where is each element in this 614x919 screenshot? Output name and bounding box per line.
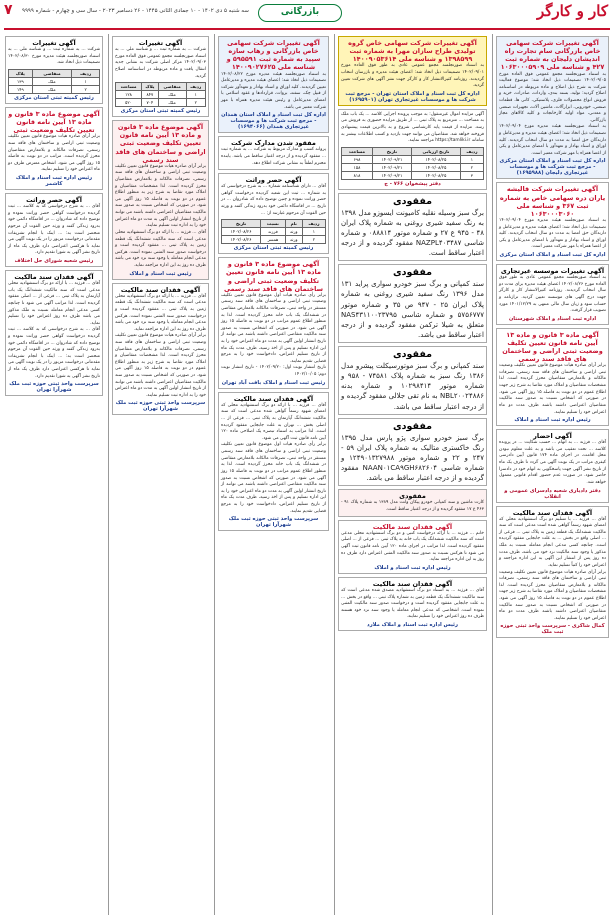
table-cell: ورثه — [285, 228, 302, 236]
column-5 — [2, 34, 106, 915]
ad-body: آقای ... فرزند ... با ارائه دو برگ استشهادیه محلی که امضای شهود رسماً گواهی شده مدعی است که سند مالکیت ششدانگ آپارتمان به پلاک ثبتی ... فرعی از ... اصلی بخش ... تهران به علت جابجایی مفقود گردیده است. لذا مراتب به استناد تبصره یک اصلاحی ماده ۱۲۰ آیین نامه قانون ثبت آگهی می شود. — [221, 402, 326, 441]
ad-title: آگهی تغییرات شرکت سهامی خاص گروه تولیدی طراح سازان مهرا به شماره ثبت ۱۳۹۸۵۹۹ و شناسه ملی ۱۴۰۰۹۰۵۳۶۱۴ — [348, 39, 477, 64]
column-1 — [492, 34, 612, 915]
ad-body: شرکت ... به شماره ثبت ... و شناسه ملی ... به استناد صورتجلسه مجمع عمومی فوق العاده مورخ ۱۴۰۲/۰۹/۰۳ مرکز اصلی شرکت به نشانی جدید انتقال یافت و ماده مربوطه در اساسنامه اصلاح گردید. — [115, 47, 206, 79]
table-cell: ملک — [32, 77, 72, 85]
ad-signature: رئیس کمیته ثبتی استان مرکزی — [233, 245, 314, 252]
table-header-row — [222, 220, 326, 228]
ad-body: خانم ... فرزند ... با ارائه درخواست کتبی و دو برگ استشهادیه محلی مدعی است که سند مالکیت ششدانگ یک باب خانه به پلاک ثبتی ... فرعی از ... اصلی مفقود گردیده است. لذا مراتب در اجرای ماده ۱۲۰ آیین نامه قانون ثبت آگهی می شود تا هرکس نسبت به صدور سند مالکیت المثنی اعتراض دارد ظرف ده روز به این اداره مراجعه نماید. — [341, 530, 484, 563]
ad-body: آقای ... فرزند ... به اتهام ... حسب شکایت ... در پرونده کلاسه ... تحت تعقیب می باشد و به علت معلوم نبودن محل اقامت، در اجرای ماده ۱۷۴ قانون آیین دادرسی کیفری مراتب در یک نوبت آگهی می گردد تا ظرف یک ماه از تاریخ نشر آگهی جهت پاسخگویی به اتهام خود در دادسرا حاضر شود. در صورت عدم حضور اقدام قانونی معمول خواهد شد. — [499, 440, 606, 485]
applicants-table — [8, 69, 100, 94]
ad-title: آگهی حصر وراثت — [245, 176, 302, 185]
ad-title: مفقودی — [392, 420, 433, 432]
ad-title: آگهی تغییرات — [32, 39, 76, 47]
ad-title: آگهی موضوع ماده ۳ قانون و ماده ۱۳ آیین نامه قانون تعیین تکلیف وضعیت ثبتی اراضی و ساختمان های فاقد سند رسمی — [223, 260, 324, 293]
ad-company-changes — [496, 36, 609, 179]
ad-signature: اداره ثبت اسناد و املاک شهرستان — [508, 315, 597, 322]
table-cell: فرزند — [261, 228, 286, 236]
heirs-table — [221, 219, 326, 244]
table-header-cell: پلاک — [142, 83, 159, 91]
ad-signature: رئیس اداره ثبت اسناد و املاک — [374, 564, 451, 571]
table-cell: ۱۴۰۲/۰۹/۲۱ — [372, 163, 411, 171]
ad-signature: رئیس اداره ثبت اسناد و املاک — [514, 417, 591, 424]
issue-info: سه شنبه ۵ دی ۱۴۰۲ - ۱۰ جمادی الثانی ۱۴۴۵ - ۲۶ دسامبر ۲۰۲۳ - سال سی و چهارم - شماره ۹۹۹۹ — [22, 8, 249, 14]
ad-body: آقای ... به شرح درخواستی که به کلاسه ... ثبت گردیده درخواست گواهی حصر وراثت نموده و توضیح داده که شادروان ... در اقامتگاه دائمی خود بدرود زندگی گفته و ورثه حین الفوت آن مرحوم منحصر است به: ... اینک با انجام تشریفات مقدماتی درخواست مزبور را در یک نوبت آگهی می نماید تا هرکسی اعتراضی دارد ظرف یک ماه از تاریخ نشر آگهی به شورا تقدیم دارد. — [8, 204, 100, 256]
ad-signature: رئیس شعبه شورای حل اختلاف — [14, 257, 94, 264]
table-cell: ۱ — [302, 228, 325, 236]
ad-signature: اداره کل ثبت اسناد و املاک استان مرکزی — [499, 251, 606, 258]
ad-title: آگهی فقدان سند مالکیت — [14, 272, 94, 281]
property-table — [115, 82, 206, 107]
table-cell: ۱۲۸ — [116, 91, 142, 99]
ad-body-continued: آقای ... به شرح درخواستی که به کلاسه ... ثبت گردیده درخواست گواهی حصر وراثت نموده و توضیح داده که شادروان ... در اقامتگاه دائمی خود بدرود زندگی گفته و ورثه حین الفوت آن مرحوم منحصر است به: ... اینک با انجام تشریفات مقدماتی درخواست مزبور را در یک نوبت آگهی می نماید تا هرکسی اعتراضی دارد ظرف یک ماه از تاریخ نشر آگهی به شورا تقدیم دارد. — [8, 327, 100, 379]
table-cell: ملک — [32, 85, 72, 93]
table-cell: ۱۴۰۲/۰۸/۲۵ — [412, 163, 461, 171]
table-cell: ۲ — [302, 236, 325, 244]
table-cell: ۱۴۰۲/۰۹/۲۱ — [372, 171, 411, 179]
table-cell: ۱۵۸ — [342, 163, 373, 171]
ad-title: آگهی موضوع ماده ۳ قانون و ماده ۱۳ آیین نامه قانون تعیین تکلیف وضعیت ثبتی اراضی و ساختمان های فاقد سند رسمی — [115, 123, 206, 164]
ad-body: به استناد صورتجلسه هیئت مدیره مورخ ۱۴۰۲/۰۹/۰۴ تصمیمات ذیل اتخاذ شد: اعضای هیئت مدیره و مدیرعامل و دارندگان حق امضا به مدت دو سال انتخاب گردیدند. کلیه اوراق و اسناد بهادار و تعهدآور با امضای مدیرعامل و یکی از اعضا همراه با مهر شرکت معتبر است. — [499, 217, 606, 250]
table-header-cell: ردیف — [460, 147, 483, 155]
ad-signature: اداره کل ثبت اسناد و املاک استان مرکزی - مرجع ثبت شرکت ها و موسسات غیرتجاری دلیجان (۱۶۹۵۹۸۸) — [499, 158, 606, 177]
page-number: ۷ — [4, 2, 13, 18]
ad-title: آگهی فقدان سند مالکیت — [120, 285, 201, 294]
ad-body: سند کمپانی و برگ سبز موتورسیکلت پیشرو مدل ۱۳۸۶ رنگ سبز به شماره پلاک ۷۴۵۸۱ - ۹۵۸ و شماره موتور ۱۰۲۹۸۴۱۴ و شماره بدنه NBL۲۰۰۲۴۸۸۶ به نام تقی جلالی مفقود گردیده و از درجه اعتبار ساقط می باشد. — [341, 362, 485, 411]
table-header-cell: ردیف — [72, 69, 100, 77]
table-cell: ۱۴۹ — [9, 85, 33, 93]
ad-company-changes-2 — [496, 182, 609, 261]
ad-company-changes-3 — [218, 36, 329, 133]
ad-body: برگ سبز خودرو سواری پژو پارس مدل ۱۳۹۵ رنگ خاکستری متالیک به شماره پلاک ایران ۵۹ - ۲۴۷ و ۲۲ و شماره موتور ۱۲۴۹۰۱۳۲۷۹۸۸ و شماره شاسی NAAN۰۱CA۹GH۶۸۲۶۰۴ مفقود گردیده و از درجه اعتبار ساقط می باشد. — [341, 433, 484, 483]
column-4 — [108, 34, 212, 915]
masthead — [0, 0, 614, 34]
column-2 — [334, 34, 490, 915]
table-cell: ۳ — [460, 171, 483, 179]
ad-body: آگهی مزایده اموال غیرمنقول: به موجب پرونده اجرایی کلاسه ... یک باب ملک به مساحت ... مترمربع به پلاک ثبتی ... از طریق مزایده حضوری به فروش می رسد. مزایده از قیمت پایه کارشناسی شروع و به بالاترین قیمت پیشنهادی فروخته خواهد شد. متقاضیان می توانند جهت بازدید و کسب اطلاعات بیشتر به سامانه https://tamliki.ir مراجعه نمایند. — [341, 111, 484, 144]
table-header-row — [116, 83, 206, 91]
table-header-cell: متقاضی — [158, 83, 186, 91]
ad-title: مفقودی — [392, 267, 433, 279]
ad-body: برابر رأی صادره هیات اول موضوع قانون تعیین تکلیف وضعیت ثبتی اراضی و ساختمان های فاقد سند رسمی مستقر در واحد ثبتی، تصرفات مالکانه بلامعارض متقاضی در ششدانگ یک باب خانه محرز گردیده است. لذا به منظور اطلاع عموم مراتب در دو نوبت به فاصله ۱۵ روز آگهی می شود. در صورتی که اشخاص نسبت به صدور سند مالکیت متقاضی اعتراضی داشته باشند می توانند از تاریخ انتشار اولین آگهی به مدت دو ماه اعتراض خود را به این اداره تسلیم و پس از اخذ رسید، ظرف مدت یک ماه از تاریخ تسلیم اعتراض، دادخواست خود را به مرجع قضایی تقدیم نمایند. — [221, 292, 327, 364]
table-cell: ۱ — [460, 155, 483, 163]
table-row — [9, 85, 100, 93]
table-cell: ۱۴۰۲/۰۹/۲۱ — [372, 155, 411, 163]
ad-signature: سرپرست واحد ثبتی حوزه ثبت ملک شهرآرا تهران — [115, 400, 206, 413]
table-row — [342, 163, 484, 171]
ad-body: به استناد صورتجلسه مجمع عمومی عادی به طور فوق العاده مورخ ۱۴۰۲/۰۹/۰۱ تصمیمات ذیل اتخاذ شد: اعضای هیئت مدیره و بازرسان انتخاب گردیدند. روزنامه کثیرالانتشار کار و کارگر جهت نشر آگهی های شرکت تعیین گردید. — [341, 63, 484, 89]
table-header-cell: نسبت — [261, 220, 286, 228]
ad-lost-deed-2 — [338, 577, 487, 631]
table-cell: ۱۴۰۲/۰۸/۲۶ — [222, 236, 261, 244]
table-cell: ورثه — [285, 236, 302, 244]
ad-body-continued: برابر آرای صادره هیات موضوع قانون تعیین تکلیف وضعیت ثبتی اراضی و ساختمان های فاقد سند رسمی، تصرفات مالکانه و بلامعارض متقاضیان محرز گردیده است. لذا مشخصات متقاضیان و املاک مورد تقاضا به شرح زیر به منظور اطلاع عموم در دو نوبت به فاصله ۱۵ روز آگهی می شود. در صورتی که اشخاص نسبت به صدور سند مالکیت متقاضیان اعتراضی داشته باشند می توانند از تاریخ انتشار اولین آگهی به مدت دو ماه اعتراض خود را به اداره ثبت تسلیم نمایند. — [115, 333, 206, 398]
ad-signature: رئیس ثبت اسناد و املاک — [129, 270, 192, 277]
table-header-cell: تاریخ — [222, 220, 261, 228]
ad-body: برابر آرای صادره هیات موضوع قانون تعیین تکلیف وضعیت ثبتی اراضی و ساختمان های فاقد سند رسمی، تصرفات مالکانه و بلامعارض متقاضیان محرز گردیده است. لذا مشخصات متقاضیان و املاک مورد تقاضا به شرح زیر به منظور اطلاع عموم در دو نوبت به فاصله ۱۵ روز آگهی می شود. در صورتی که اشخاص نسبت به صدور سند مالکیت متقاضیان اعتراضی داشته باشند می توانند از تاریخ انتشار اولین آگهی به مدت دو ماه اعتراض خود را به اداره ثبت تسلیم نمایند. — [115, 163, 206, 229]
ad-title: آگهی فقدان سند مالکیت — [372, 579, 453, 588]
ad-body: آقای ... فرزند ... با ارائه دو برگ استشهادیه محلی مدعی است که سند مالکیت ششدانگ یک قطعه زمین به پلاک ثبتی ... مفقود گردیده است و درخواست صدور سند المثنی نموده است. هرکس مدعی انجام معامله یا وجود سند نزد خود می باشد ظرف ده روز به این اداره مراجعه نماید. — [115, 293, 206, 332]
ad-inheritance — [218, 173, 329, 254]
ad-institute-changes — [496, 264, 609, 325]
ad-title: مفقود شدن مدارک شرکت — [231, 139, 316, 148]
ad-signature: سرپرست واحد ثبتی حوزه ثبت ملک شهرآرا تهران — [9, 381, 99, 394]
ad-lost-vehicle-3 — [338, 346, 487, 415]
table-cell: ملک — [158, 99, 186, 107]
ad-article-3 — [496, 328, 609, 426]
table-row — [116, 99, 206, 107]
table-row — [342, 171, 484, 179]
ad-lost-deed-3 — [218, 392, 329, 531]
ad-signature: رئیس ثبت اسناد و املاک بافت آباد تهران — [221, 379, 326, 386]
table-header-cell: ردیف — [186, 83, 205, 91]
ad-signature: رئیس کمیته ثبتی استان مرکزی — [14, 94, 94, 101]
table-cell: ۲ — [186, 99, 205, 107]
ad-title: آگهی فقدان سند مالکیت — [372, 522, 453, 531]
ad-lost-vehicle-4 — [338, 418, 487, 487]
table-cell: ۶۹۸ — [342, 155, 373, 163]
ad-summons — [496, 429, 609, 502]
ad-title: آگهی فقدان سند مالکیت — [512, 508, 593, 517]
ad-body: کارت ماشین و سند کمپانی خودرو پیکان وانت مدل ۱۳۸۹ به شماره پلاک ۹۱ - ۴۶۳ ع ۱۷ مفقود گردیده و از درجه اعتبار ساقط است. — [341, 500, 485, 513]
ad-title: آگهی حصر وراثت — [26, 195, 82, 204]
ad-signature: رئیس اداره ثبت اسناد و املاک ملارد — [367, 622, 458, 628]
ad-title: آگهی فقدان سند مالکیت — [233, 394, 314, 403]
ad-title: مفقودی — [399, 492, 426, 501]
ad-article-3-c — [112, 120, 209, 279]
ad-title: آگهی تغییرات شرکت قالیشه یاران دره سهامی خاص به شماره ثبت ۳۶۷ و شناسه ملی ۱۰۶۳۰۰۰۳۰۶۰ — [499, 185, 606, 218]
ad-body: به استناد صورتجلسه مجمع عمومی عادی به طور فوق العاده مورخ ۱۴۰۲/۰۸/۲۶ اعضای هیئت مدیره برای مدت دو سال انتخاب گردیدند. روزنامه کثیرالانتشار کار و کارگر جهت درج آگهی های موسسه تعیین گردید. ترازنامه و حساب سود و زیان سال مالی منتهی به ۱۴۰۱/۱۲/۲۹ مورد تصویب قرار گرفت. — [499, 275, 606, 314]
ad-article-3-d — [5, 107, 103, 190]
header-rule — [4, 28, 610, 30]
ad-auction-notice — [338, 109, 487, 190]
table-cell: ۲ — [460, 163, 483, 171]
ad-body-continued: آقای ... فرزند ... با ارائه دو برگ استشهادیه محلی مدعی است که سند مالکیت ششدانگ یک قطعه زمین به پلاک ثبتی ... مفقود گردیده است و درخواست صدور سند المثنی نموده است. هرکس مدعی انجام معامله یا وجود سند نزد خود می باشد ظرف ده روز به این اداره مراجعه نماید. — [115, 229, 206, 268]
table-cell: همسر — [261, 236, 286, 244]
ad-title: آگهی تغییرات شرکت سهامی خاص بازرگانی و رهاب سازه سپید به شماره ثبت ۵۹۵۵۹۱ و شناسه ملی ۱۴۰۰۹۰۲۷۶۲۵ — [226, 39, 321, 72]
ad-lost-deed-4 — [112, 283, 209, 416]
table-cell: ۵۲۰ — [116, 99, 142, 107]
table-header-row — [9, 69, 100, 77]
table-header-row — [342, 147, 484, 155]
ad-title: آگهی تغییرات — [138, 39, 183, 47]
table-row — [222, 228, 326, 236]
ad-dates: تاریخ انتشار نوبت اول: ۱۴۰۲/۰۹/۲۰ - تاریخ انتشار نوبت دوم: ۱۴۰۲/۱۰/۰۵ — [221, 365, 326, 378]
table-header-cell: نام — [285, 220, 302, 228]
ad-body: شرکت ... به شماره ثبت ... و شناسه ملی ... به استناد صورتجلسه هیئت مدیره مورخ ۱۴۰۲/۰۸/۳۰ تصمیمات ذیل اتخاذ شد. — [8, 47, 100, 66]
ad-inheritance-2 — [5, 193, 103, 267]
ad-changes-4 — [112, 36, 209, 117]
ad-title: آگهی تغییرات شرکت سهامی خاص بازرگانی سام تجارت راه اندیشان دلیجان به شماره ثبت ۴۲۷ و شناسه ملی ۱۰۶۳۰۰۰۵۹۰۹ — [500, 39, 605, 72]
ad-body: برابر آرای صادره هیات موضوع قانون تعیین تکلیف وضعیت ثبتی اراضی و ساختمان های فاقد سند رسمی، تصرفات مالکانه و بلامعارض متقاضیان محرز گردیده است. لذا مشخصات متقاضیان و املاک مورد تقاضا به شرح زیر جهت اطلاع عموم در دو نوبت به فاصله ۱۵ روز آگهی می شود. در صورتی که اشخاص نسبت به صدور سند مالکیت متقاضیان اعتراضی داشته باشند ظرف مدت دو ماه اعتراض خود را تسلیم نمایند. — [499, 363, 607, 415]
table-header-cell: تاریخ ارزیابی — [412, 147, 461, 155]
table-row — [342, 155, 484, 163]
table-cell: ۲ — [72, 85, 100, 93]
table-header-cell: تاریخ — [372, 147, 411, 155]
ad-title: مفقودی — [392, 195, 433, 207]
ad-signature: اداره کل ثبت اسناد و املاک استان تهران - مرجع ثبت شرکت ها و موسسات غیرتجاری تهران (۱۶۹۵۹۰۱) — [345, 90, 480, 103]
ad-article-3-b — [218, 257, 329, 388]
ad-signature: رئیس کمیته ثبتی استان مرکزی — [120, 108, 201, 115]
ad-lost-vehicle-2 — [338, 264, 487, 343]
ad-body: آقای ... فرزند ... به استناد دو برگ استشهادیه مصدق شده مدعی است که سند مالکیت ششدانگ یک قطعه زمین به شماره پلاک ثبتی ... واقع در بخش ... به علت جابجایی مفقود گردیده است و درخواست صدور سند مالکیت المثنی نموده است. اشخاصی که مدعی انجام معامله یا وجود سند نزد خود هستند ظرف ده روز اعتراض خود را تسلیم نمایند. — [341, 587, 484, 620]
ad-body: به استناد صورتجلسه مجمع عمومی فوق العاده مورخ ۱۴۰۲/۰۹/۰۵ تصمیمات ذیل اتخاذ شد: موضوع فعالیت شرکت به شرح ذیل اصلاح و ماده مربوطه در اساسنامه اصلاح گردید: تولید، بسته بندی، واردات، صادرات، خرید و فروش انواع محصولات فلزی، پلاستیکی، کانی ها، قطعات صنعتی، خودرویی، ابزارآلات، ماشین آلات، تجهیزات صنعتی و معدنی، مواد اولیه کارخانجات و کلیه کالاهای مجاز بازرگانی. — [499, 71, 606, 123]
table-cell: ۸۴۷ — [142, 91, 159, 99]
table-cell: ۱۴۰۲/۰۸/۲۵ — [412, 155, 461, 163]
ad-body-continued: برابر آرای صادره هیات موضوع قانون تعیین تکلیف وضعیت ثبتی اراضی و ساختمان های فاقد سند رسمی، تصرفات مالکانه و بلامعارض متقاضیان محرز گردیده است. لذا مشخصات متقاضیان و املاک مورد تقاضا به شرح زیر جهت اطلاع عموم در دو نوبت به فاصله ۱۵ روز آگهی می شود. در صورتی که اشخاص نسبت به صدور سند مالکیت متقاضیان اعتراضی داشته باشند ظرف مدت دو ماه اعتراض خود را تسلیم نمایند. — [499, 569, 607, 621]
ad-changes-5 — [5, 36, 103, 104]
table-cell: ۸۱۸ — [342, 171, 373, 179]
ad-body: برگ سبز وسیله نقلیه کامیونت ایسوزو مدل ۱۳۹۸ به رنگ سفید شیری روغنی به شماره پلاک ایران ۴۸ - ۹۴۵ ع ۲۷ و شماره موتور ۰۸۸۸۱۴ و شماره شاسی NAZPL۴۰۳۴۸۷ مفقود گردیده و از درجه اعتبار ساقط است. — [341, 208, 484, 258]
table-header-cell: پلاک — [9, 69, 33, 77]
ad-body: برابر آرای صادره هیات موضوع قانون تعیین تکلیف وضعیت ثبتی اراضی و ساختمان های فاقد سند رسمی، تصرفات مالکانه و بلامعارض متقاضیان محرز گردیده است. مراتب در دو نوبت به فاصله ۱۵ روز آگهی می شود. اشخاص معترض ظرف دو ماه اعتراض خود را تسلیم نمایند. — [8, 134, 100, 173]
table-cell: ۱ — [72, 77, 100, 85]
ad-title: آگهی تغییرات موسسه غیرتجاری — [500, 266, 605, 275]
ad-title: آگهی احضار — [533, 432, 572, 441]
ad-signature: دفتر دادیاری شعبه دادسرای عمومی و انقلاب — [504, 487, 601, 500]
table-row — [116, 91, 206, 99]
auction-table — [341, 147, 484, 180]
table-cell: ۱۴۰۲/۰۸/۲۵ — [412, 171, 461, 179]
ad-lost-deed — [496, 506, 609, 639]
ad-signature: اداره کل ثبت اسناد و املاک استان همدان - مرجع ثبت شرکت ها و موسسات غیرتجاری همدان (۱۶۹۴۰۶۶) — [221, 112, 326, 131]
table-row — [9, 77, 100, 85]
table-cell: ۷۰۴ — [142, 99, 159, 107]
ad-body-continued: به استناد صورتجلسه هیئت مدیره مورخ ۱۴۰۲/۰۹/۰۴ تصمیمات ذیل اتخاذ شد: اعضای هیئت مدیره و مدیرعامل و دارندگان حق امضا به مدت دو سال انتخاب گردیدند. کلیه اوراق و اسناد بهادار و تعهدآور با امضای مدیرعامل و یکی از اعضا همراه با مهر شرکت معتبر است. — [499, 124, 606, 156]
newspaper-brand: کار و کارگر — [536, 2, 608, 20]
table-header-cell: مساحت — [342, 147, 373, 155]
ad-body: آقای ... فرزند ... با تسلیم دو برگ استشهادیه محلی که امضای شهود رسماً گواهی شده است مدعی است که سند مالکیت ششدانگ یک قطعه زمین به پلاک ثبتی ... فرعی از ... اصلی واقع در بخش ... به علت جابجایی مفقود گردیده است. چنانچه کسی مدعی انجام معامله نسبت به ملک مذکور یا وجود سند مالکیت نزد خود می باشد، ظرف مدت ده روز پس از انتشار این آگهی به این اداره مراجعه و اعتراض خود را کتباً تسلیم نماید. — [499, 516, 606, 568]
ad-lost-deed-heirs — [338, 520, 487, 574]
ad-body: پروانه کسب و مدارک مربوط به شرکت ... به شماره ثبت ... مفقود گردیده و از درجه اعتبار ساقط می باشد. یابنده محترم لطفاً به نشانی شرکت اطلاع دهد. — [221, 147, 326, 166]
ad-lost-vehicle-small — [338, 489, 487, 516]
ad-title: آگهی موضوع ماده ۳ قانون و ماده ۱۳ آیین نامه قانون تعیین تکلیف وضعیت ثبتی — [8, 109, 100, 135]
ad-signature: سرپرست واحد ثبتی حوزه ثبت ملک شهرآرا تهران — [228, 516, 319, 529]
ad-body-continued: برابر رأی صادره هیات اول موضوع قانون تعیین تکلیف وضعیت ثبتی اراضی و ساختمان های فاقد سند رسمی مستقر در واحد ثبتی، تصرفات مالکانه بلامعارض متقاضی در ششدانگ یک باب خانه محرز گردیده است. لذا به منظور اطلاع عموم مراتب در دو نوبت به فاصله ۱۵ روز آگهی می شود. در صورتی که اشخاص نسبت به صدور سند مالکیت متقاضی اعتراضی داشته باشند می توانند از تاریخ انتشار اولین آگهی به مدت دو ماه اعتراض خود را به این اداره تسلیم و پس از اخذ رسید، ظرف مدت یک ماه از تاریخ تسلیم اعتراض، دادخواست خود را به مرجع قضایی تقدیم نمایند. — [221, 442, 327, 514]
ad-lost-deed-5 — [5, 270, 103, 396]
table-cell: ملک — [158, 91, 186, 99]
column-3 — [214, 34, 332, 915]
ad-title: مفقودی — [392, 349, 433, 361]
section-title: بازرگانی — [258, 4, 342, 22]
ad-signature: رئیس اداره ثبت اسناد و املاک کاشمر — [15, 174, 93, 187]
ad-title: آگهی ماده ۳ قانون و ماده ۱۳ آیین نامه قانون تعیین تکلیف وضعیت ثبتی اراضی و ساختمان های فاقد سند رسمی — [502, 330, 603, 364]
ad-signature: کمال شاکری - سرپرست واحد ثبتی حوزه ثبت ملک — [500, 623, 605, 636]
ad-body: آقای ... دارای شناسنامه شماره ... به شرح درخواستی که به شماره ... ثبت این شعبه گردیده درخواست گواهی حصر وراثت نموده و چنین توضیح داده که شادروان ... در تاریخ ... در اقامتگاه دائمی خود بدرود زندگی گفته و ورثه حین الفوت آن مرحوم عبارتند از: ... — [221, 184, 326, 216]
ad-body: آقای ... فرزند ... با ارائه دو برگ استشهادیه محلی مدعی است که سند مالکیت ششدانگ یک باب آپارتمان به پلاک ثبتی ... فرعی از ... اصلی مفقود گردیده است. لذا مراتب آگهی می شود تا چنانچه کسی مدعی انجام معامله نسبت به ملک مذکور می باشد ظرف ده روز اعتراض خود را تسلیم نماید. — [8, 281, 100, 326]
table-cell: ۱ — [186, 91, 205, 99]
ad-highlighted-company — [338, 36, 487, 106]
table-cell: ۱۴۰۲/۰۸/۲۶ — [222, 228, 261, 236]
table-header-cell: متقاضی — [32, 69, 72, 77]
table-header-cell: ردیف — [302, 220, 325, 228]
ad-lost-documents — [218, 136, 329, 170]
ad-body: به استناد صورتجلسه هیئت مدیره مورخ ۱۴۰۲/۰۸/۲۲ تصمیمات ذیل اتخاذ شد: اعضای هیئت مدیره و مدیرعامل تعیین گردیدند. کلیه اوراق و اسناد بهادار و تعهدآور شرکت از قبیل چک، سفته، بروات، قراردادها و عقود اسلامی با امضای مدیرعامل و رئیس هیئت مدیره همراه با مهر شرکت معتبر می باشد. — [221, 71, 326, 110]
table-header-cell: مساحت — [116, 83, 142, 91]
ad-lost-vehicle-1 — [338, 193, 487, 262]
table-cell: ۱۳۹ — [9, 77, 33, 85]
table-row — [222, 236, 326, 244]
ad-signature: دفتر پیشخوان ۷۶۶ - ج — [384, 180, 441, 187]
ad-body: سند کمپانی و برگ سبز خودرو سواری پراید ۱۳۱ مدل ۱۳۹۶ رنگ سفید شیری روغنی به شماره پلاک ایران ۲۵ - ۹۴۷ ص ۳۵ و شماره موتور ۵۷۵۶۷۷۷ و شماره شاسی NAS۴۳۱۱۰۰۲۳۷۹۵ متعلق به شیلا ترکمن مفقود گردیده و از درجه اعتبار ساقط می باشد. — [341, 280, 485, 340]
